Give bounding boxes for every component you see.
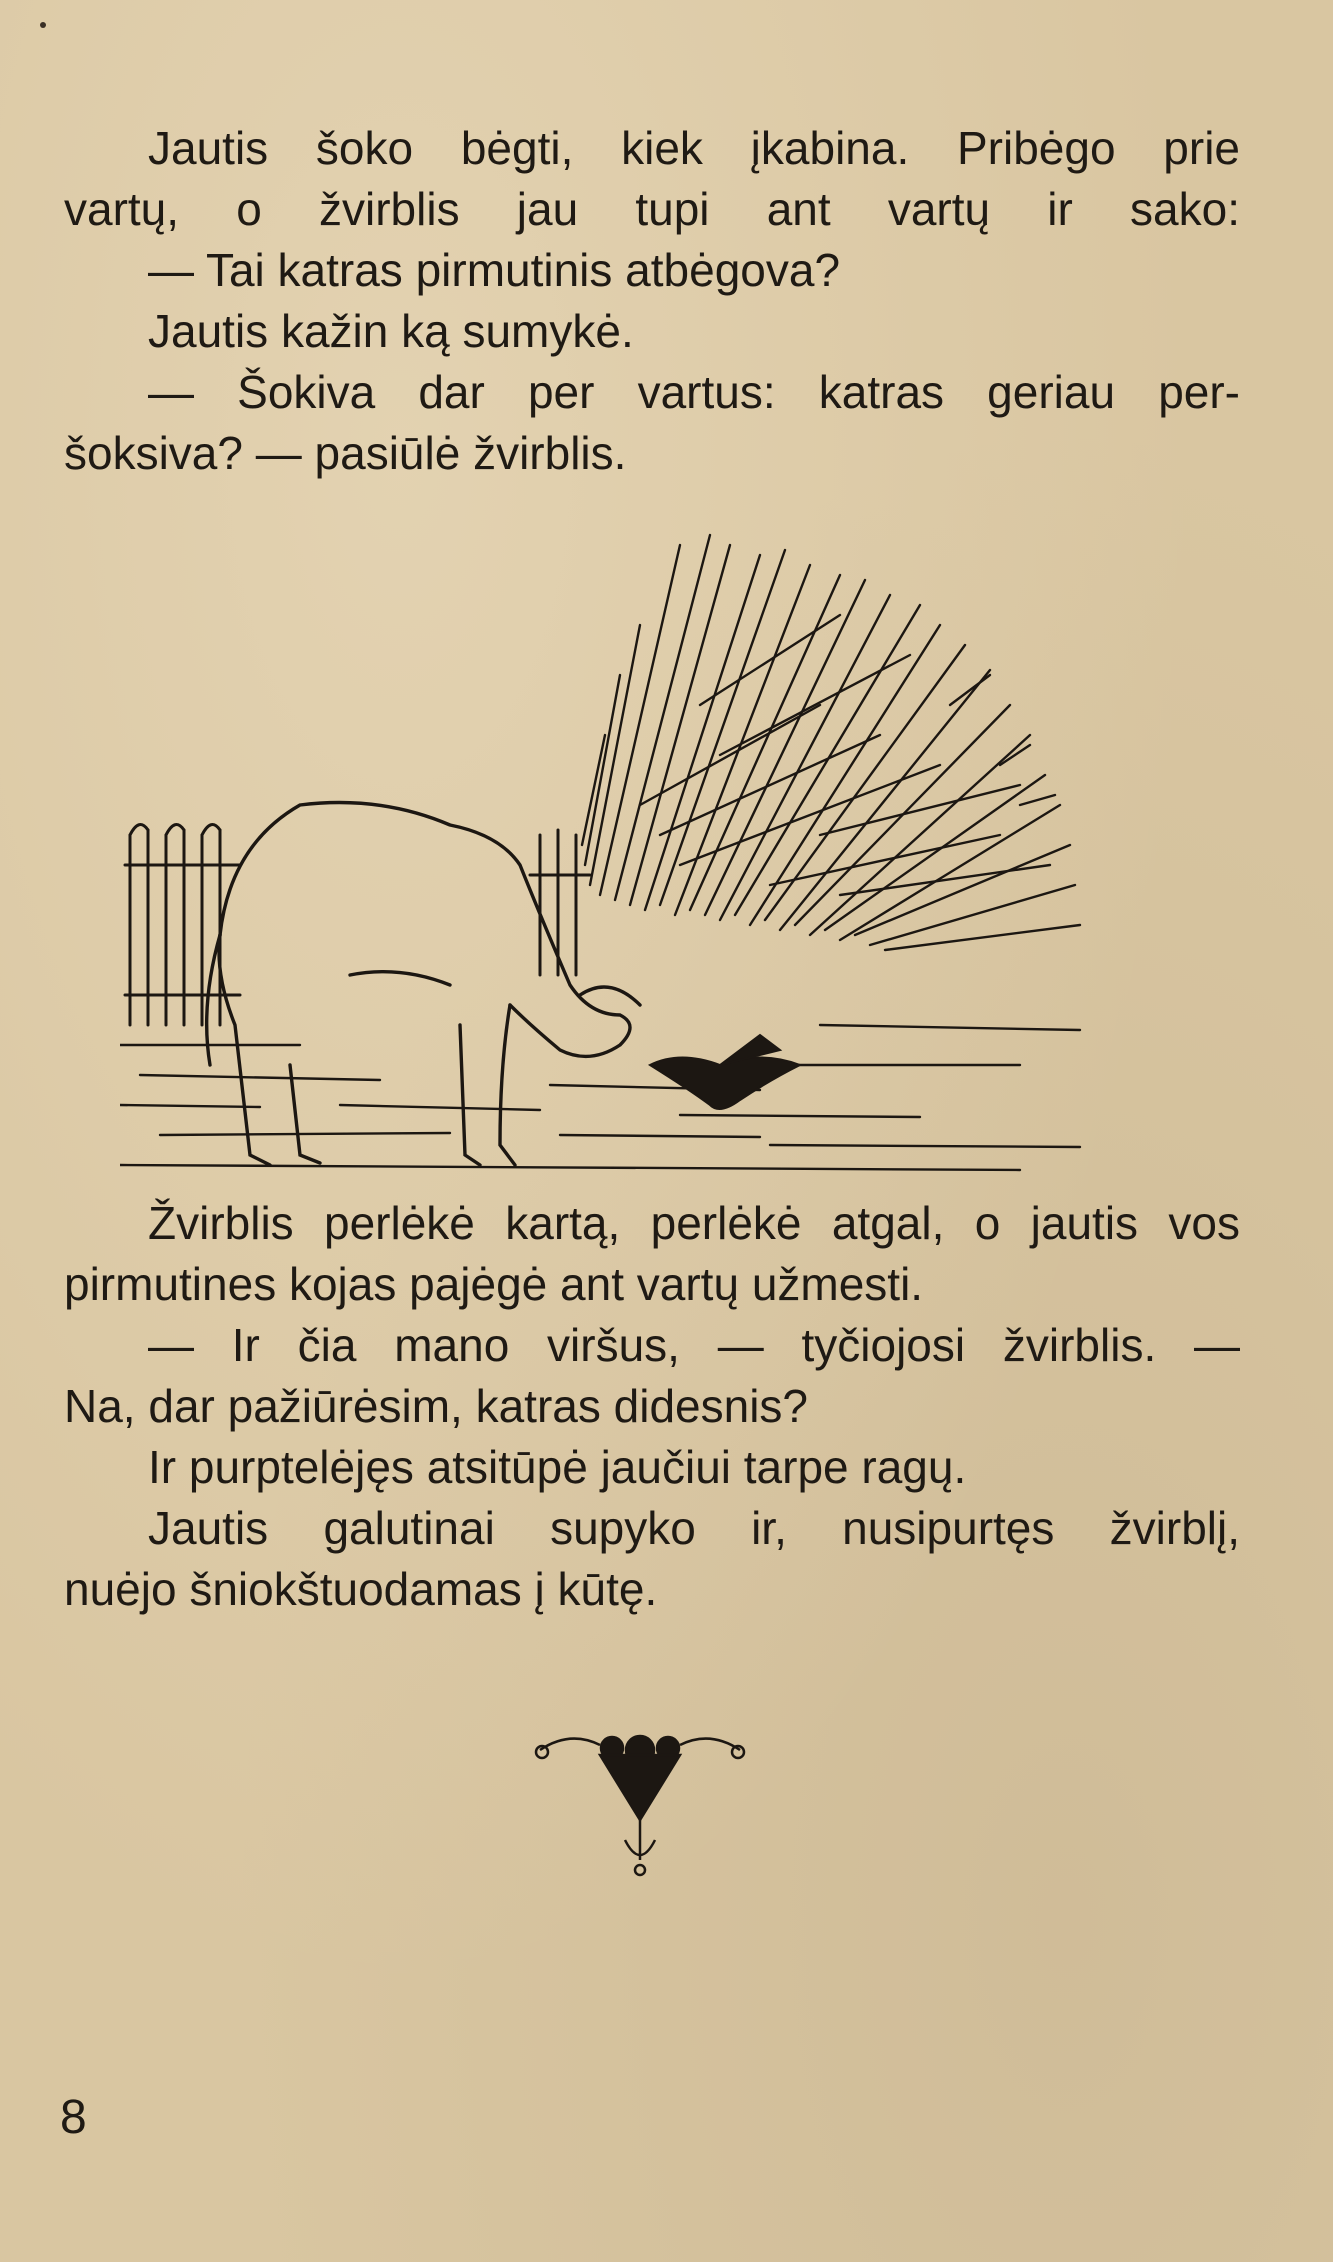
text-line: nuėjo šniokštuodamas į kūtę. bbox=[64, 1563, 658, 1615]
floral-ornament bbox=[530, 1720, 750, 1880]
text-block-top bbox=[64, 118, 1240, 484]
sparrow-figure bbox=[650, 1035, 800, 1109]
text-line: — Tai katras pirmutinis atbėgova? bbox=[148, 244, 841, 296]
paper-speck bbox=[40, 22, 46, 28]
hay-pile bbox=[582, 535, 1080, 950]
text-line: — Šokiva dar per vartus: katras geriau per- bbox=[148, 366, 1240, 418]
text-line: Jautis šoko bėgti, kiek įkabina. Pribėgo prie bbox=[148, 122, 1240, 174]
text-block-bottom bbox=[64, 1193, 1240, 1620]
text-line: Žvirblis perlėkė kartą, perlėkė atgal, o jautis vos bbox=[148, 1197, 1240, 1249]
text-line: pirmutines kojas pajėgė ant vartų užmesti. bbox=[64, 1258, 924, 1310]
text-line: vartų, o žvirblis jau tupi ant vartų ir sako: bbox=[64, 183, 1240, 235]
ox-sparrow-illustration bbox=[120, 505, 1180, 1195]
ground bbox=[120, 1025, 1080, 1170]
fence bbox=[125, 825, 590, 1025]
text-line: — Ir čia mano viršus, — tyčiojosi žvirblis. — bbox=[148, 1319, 1240, 1371]
page-number: 8 bbox=[60, 2091, 87, 2144]
text-line: Jautis galutinai supyko ir, nusipurtęs žvirblį, bbox=[148, 1502, 1240, 1554]
text-line: Na, dar pažiūrėsim, katras didesnis? bbox=[64, 1380, 808, 1432]
text-line: Ir purptelėjęs atsitūpė jaučiui tarpe ragų. bbox=[148, 1441, 967, 1493]
text-line: šoksiva? — pasiūlė žvirblis. bbox=[64, 427, 627, 479]
text-line: Jautis kažin ką sumykė. bbox=[148, 305, 634, 357]
